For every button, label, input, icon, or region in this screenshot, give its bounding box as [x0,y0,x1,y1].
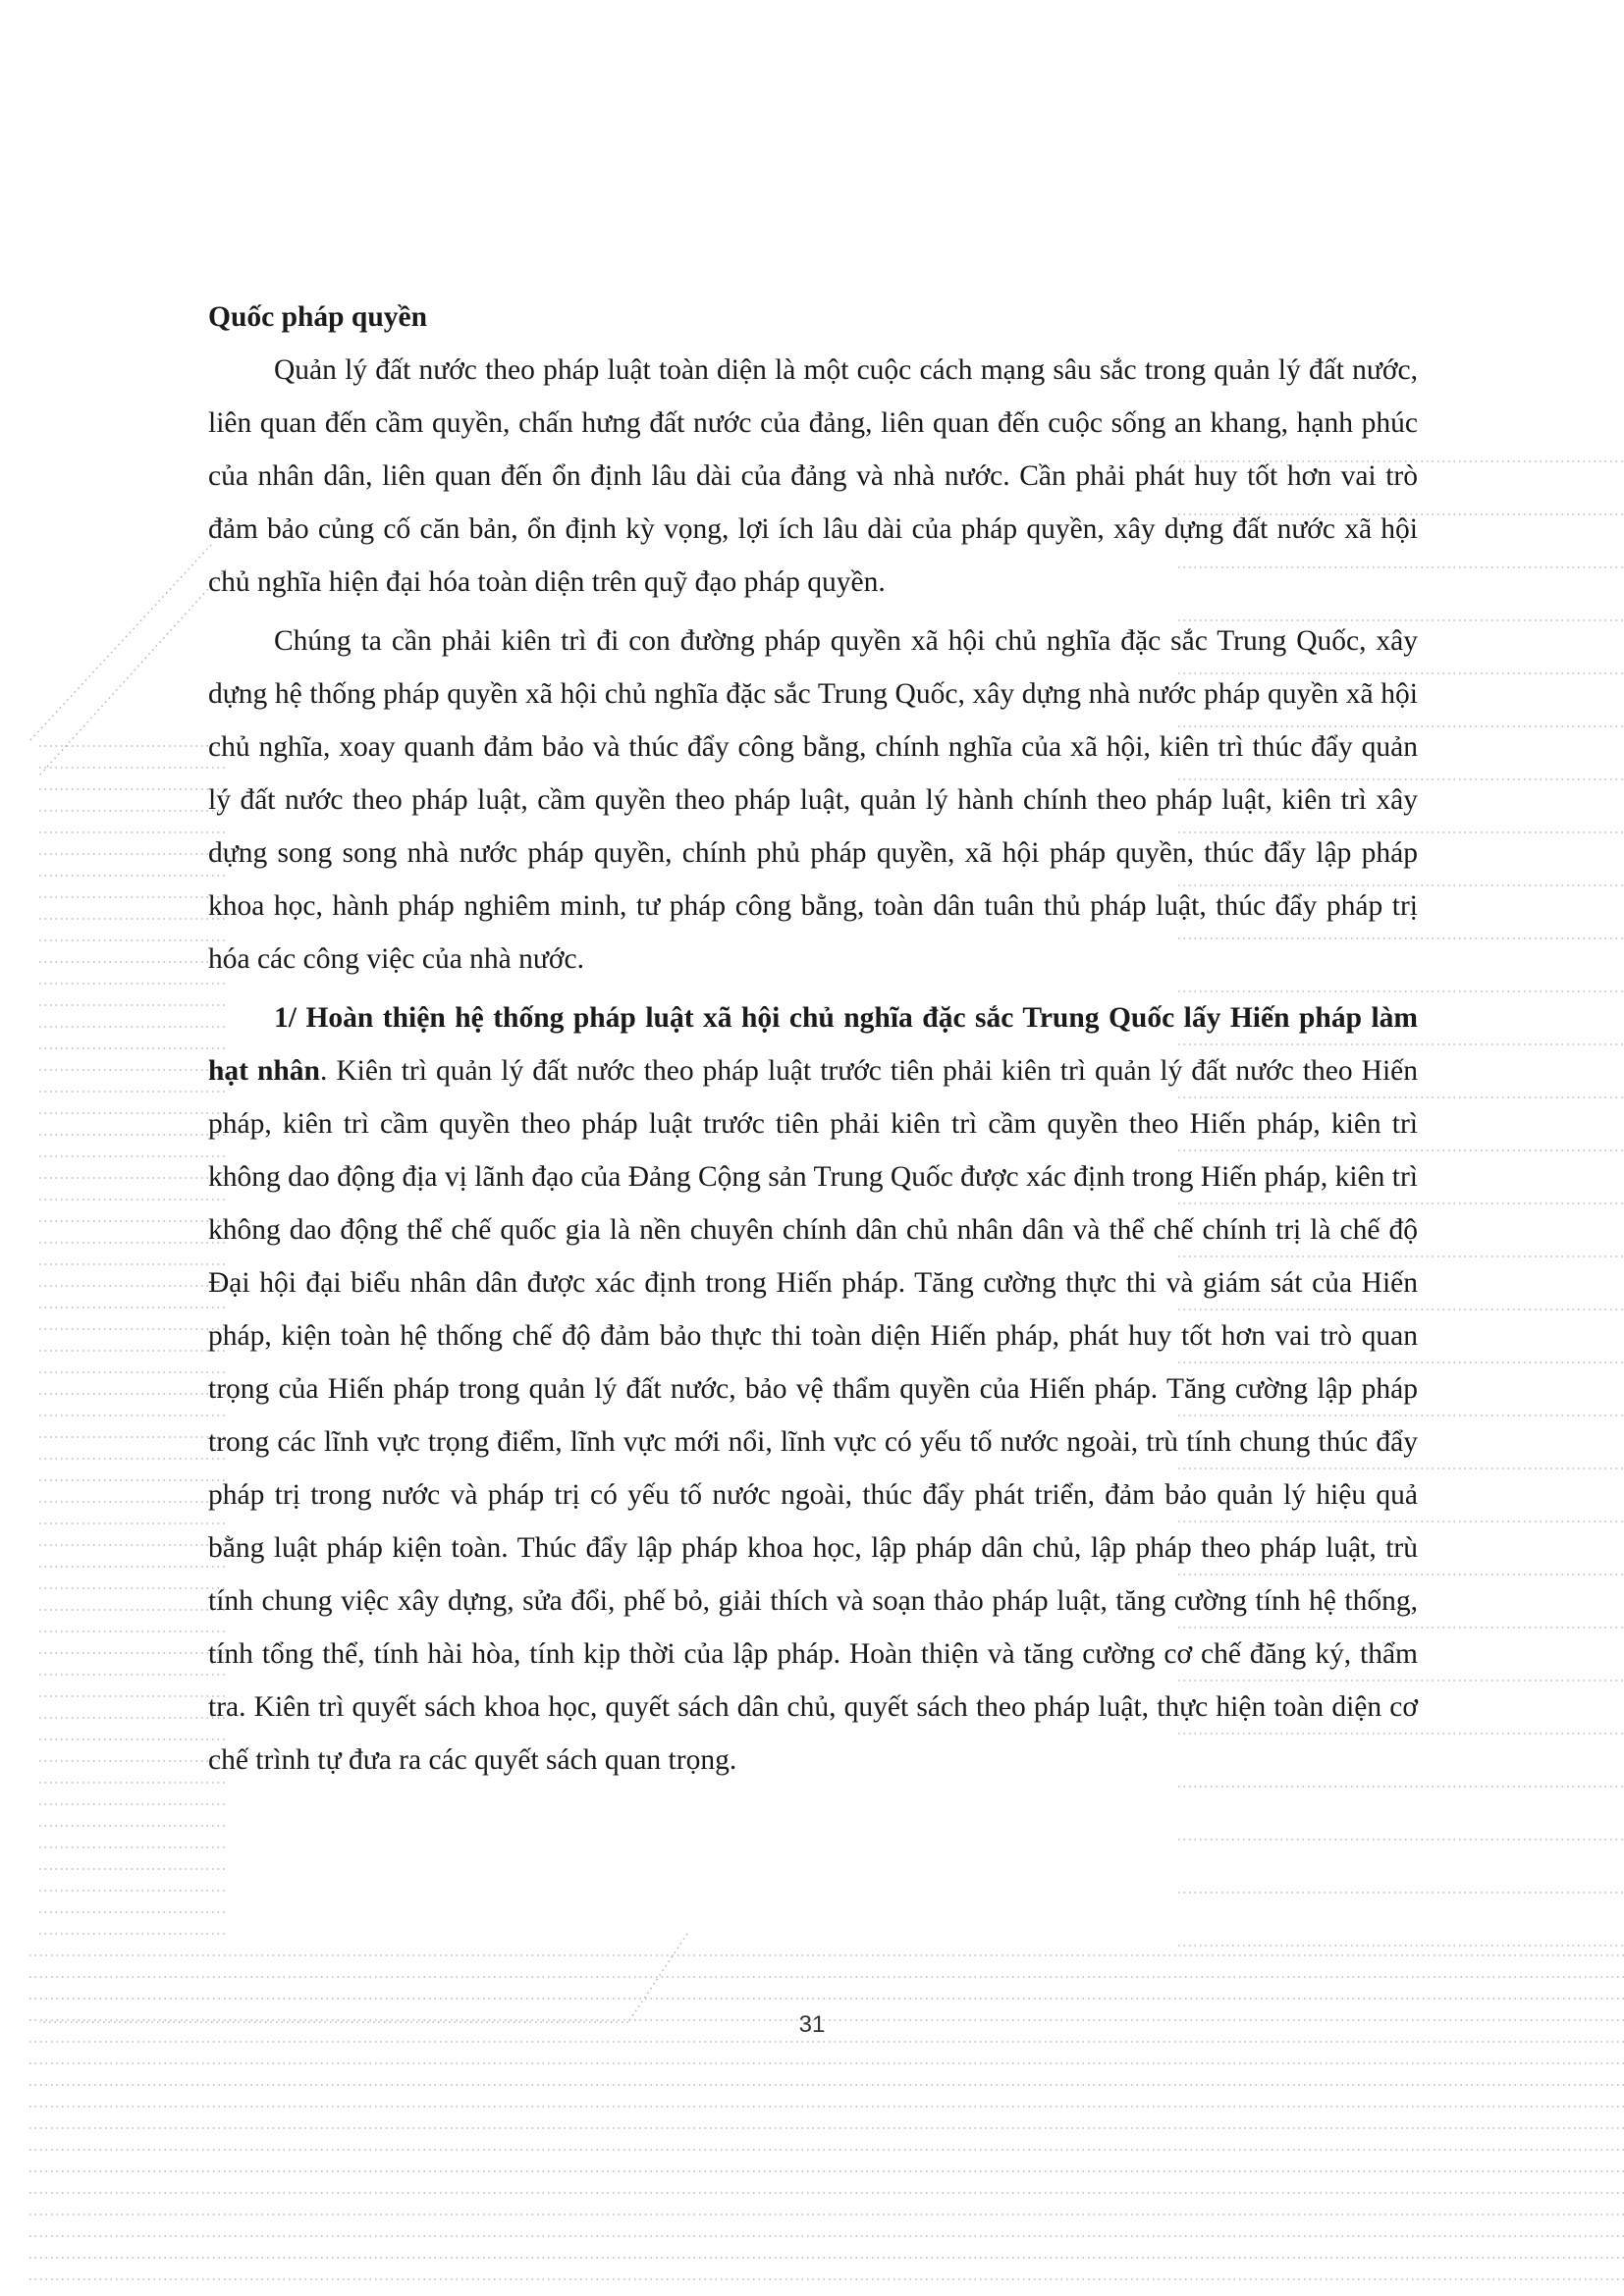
section-title-bold: 1/ Hoàn thiện hệ thống pháp luật xã hội chủ nghĩa đặc sắc Trung Quốc lấy Hiến pháp làm hạt nhân [208,1002,1418,1087]
dotted-line [628,1934,687,2022]
page-number: 31 [798,2011,826,2038]
document-body [208,291,1418,1792]
section-body: . Kiên trì quản lý đất nước theo pháp luật trước tiên phải kiên trì quản lý đất nước theo Hiến pháp, kiên trì cầm quyền theo pháp luật trước tiên phải kiên trì cầm quyền theo Hiến pháp, kiên trì không dao động địa vị lãnh đạo của Đảng Cộng sản Trung Quốc được xác định trong Hiến pháp, kiên trì không dao động thể chế quốc gia là nền chuyên chính dân chủ nhân dân và thể chế chính trị là chế độ Đại hội đại biểu nhân dân được xác định trong Hiến pháp. Tăng cường thực thi và giám sát của Hiến pháp, kiện toàn hệ thống chế độ đảm bảo thực thi toàn diện Hiến pháp, phát huy tốt hơn vai trò quan trọng của Hiến pháp trong quản lý đất nước, bảo vệ thẩm quyền của Hiến pháp. Tăng cường lập pháp trong các lĩnh vực trọng điểm, lĩnh vực mới nổi, lĩnh vực có yếu tố nước ngoài, trù tính chung thúc đẩy pháp trị trong nước và pháp trị có yếu tố nước ngoài, thúc đẩy phát triển, đảm bảo quản lý hiệu quả bằng luật pháp kiện toàn. Thúc đẩy lập pháp khoa học, lập pháp dân chủ, lập pháp theo pháp luật, trù tính chung việc xây dựng, sửa đổi, phế bỏ, giải thích và soạn thảo pháp luật, tăng cường tính hệ thống, tính tổng thể, tính hài hòa, tính kịp thời của lập pháp. Hoàn thiện và tăng cường cơ chế đăng ký, thẩm tra. Kiên trì quyết sách khoa học, quyết sách dân chủ, quyết sách theo pháp luật, thực hiện toàn diện cơ chế trình tự đưa ra các quyết sách quan trọng. [208,1055,1418,1776]
paragraph-3 [208,991,1418,1787]
dotted-line [29,545,211,741]
paragraph-2: Chúng ta cần phải kiên trì đi con đường pháp quyền xã hội chủ nghĩa đặc sắc Trung Quốc, xây dựng hệ thống pháp quyền xã hội chủ nghĩa đặc sắc Trung Quốc, xây dựng nhà nước pháp quyền xã hội chủ nghĩa, xoay quanh đảm bảo và thúc đẩy công bằng, chính nghĩa của xã hội, kiên trì thúc đẩy quản lý đất nước theo pháp luật, cầm quyền theo pháp luật, quản lý hành chính theo pháp luật, kiên trì xây dựng song song nhà nước pháp quyền, chính phủ pháp quyền, xã hội pháp quyền, thúc đẩy lập pháp khoa học, hành pháp nghiêm minh, tư pháp công bằng, toàn dân tuân thủ pháp luật, thúc đẩy pháp trị hóa các công việc của nhà nước. [208,625,1418,975]
section-heading: Quốc pháp quyền [208,301,427,333]
dotted-line [39,569,226,775]
paragraph-1: Quản lý đất nước theo pháp luật toàn diện là một cuộc cách mạng sâu sắc trong quản lý đất nước, liên quan đến cầm quyền, chấn hưng đất nước của đảng, liên quan đến cuộc sống an khang, hạnh phúc của nhân dân, liên quan đến ổn định lâu dài của đảng và nhà nước. Cần phải phát huy tốt hơn vai trò đảm bảo củng cố căn bản, ổn định kỳ vọng, lợi ích lâu dài của pháp quyền, xây dựng đất nước xã hội chủ nghĩa hiện đại hóa toàn diện trên quỹ đạo pháp quyền. [208,354,1418,598]
